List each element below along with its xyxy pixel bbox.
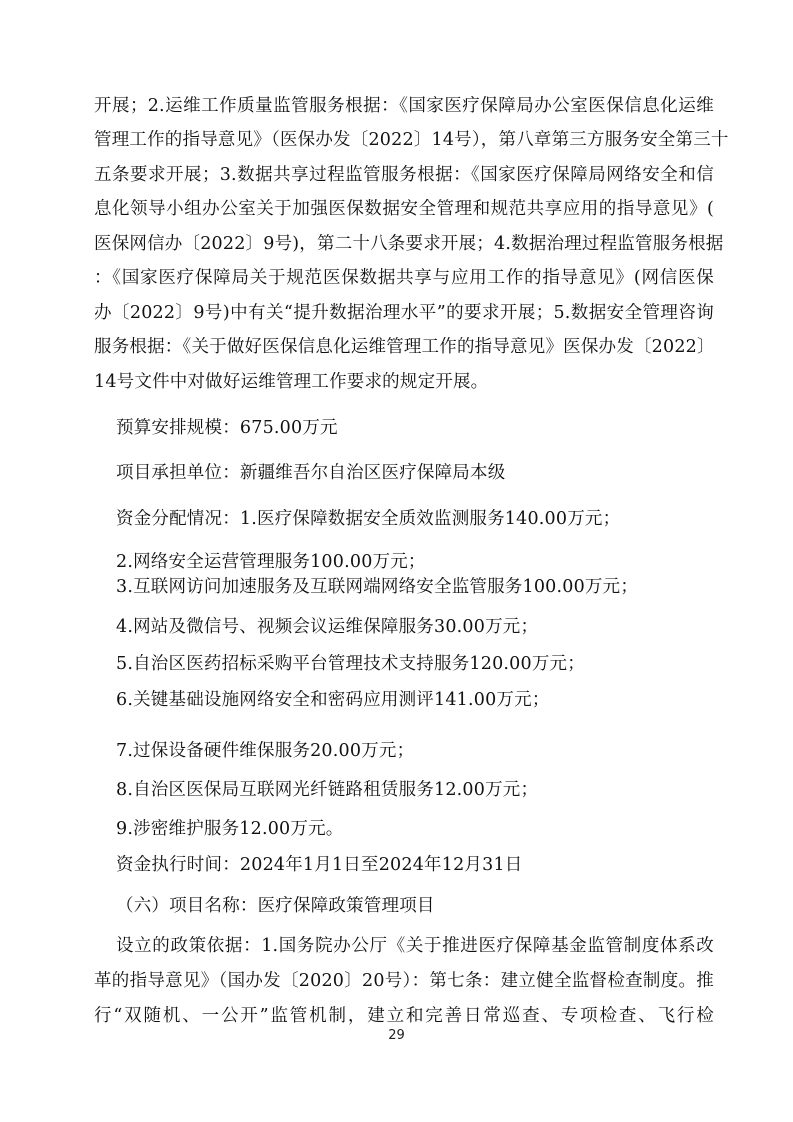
- paragraph-line: ：《国家医疗保障局关于规范医保数据共享与应用工作的指导意见》(网信医保: [94, 268, 714, 288]
- paragraph-line: 14号文件中对做好运维管理工作要求的规定开展。: [94, 372, 489, 392]
- paragraph-line: 管理工作的指导意见》（医保办发〔2022〕14号），第八章第三方服务安全第三十: [94, 130, 729, 150]
- allocation-item: 4.网站及微信号、视频会议运维保障服务30.00万元；: [116, 617, 539, 637]
- paragraph-line: 服务根据：《关于做好医保信息化运维管理工作的指导意见》医保办发〔2022〕: [94, 337, 715, 357]
- allocation-item: 3.互联网访问加速服务及互联网端网络安全监管服务100.00万元；: [116, 577, 639, 597]
- allocation-head: 资金分配情况：1.医疗保障数据安全质效监测服务140.00万元；: [116, 509, 621, 529]
- paragraph-line: 办〔2022〕9号)中有关“提升数据治理水平”的要求开展；5.数据安全管理咨询: [94, 303, 714, 323]
- section-title: （六）项目名称：医疗保障政策管理项目: [116, 896, 435, 916]
- unit-line: 项目承担单位：新疆维吾尔自治区医疗保障局本级: [116, 463, 506, 483]
- allocation-item: 7.过保设备硬件维保服务20.00万元；: [116, 741, 415, 761]
- allocation-item: 8.自治区医保局互联网光纤链路租赁服务12.00万元；: [116, 780, 539, 800]
- page-number: 29: [388, 1028, 405, 1043]
- policy-basis-line: 设立的政策依据：1.国务院办公厅《关于推进医疗保障基金监管制度体系改: [116, 936, 714, 956]
- paragraph-line: 息化领导小组办公室关于加强医保数据安全管理和规范共享应用的指导意见》(: [94, 199, 714, 219]
- paragraph-line: 医保网信办〔2022〕9号)，第二十八条要求开展；4.数据治理过程监管服务根据: [94, 234, 724, 254]
- paragraph-line: 五条要求开展；3.数据共享过程监管服务根据：《国家医疗保障局网络安全和信: [94, 165, 714, 185]
- policy-basis-line: 革的指导意见》（国办发〔2020〕20号）：第七条：建立健全监督检查制度。推: [94, 971, 714, 991]
- allocation-item: 5.自治区医药招标采购平台管理技术支持服务120.00万元；: [116, 654, 585, 674]
- budget-line: 预算安排规模：675.00万元: [116, 418, 338, 438]
- allocation-item: 9.涉密维护服务12.00万元。: [116, 819, 344, 839]
- policy-basis-line: 行“双随机、一公开”监管机制，建立和完善日常巡查、专项检查、飞行检: [94, 1006, 714, 1026]
- paragraph-line: 开展；2.运维工作质量监管服务根据：《国家医疗保障局办公室医保信息化运维: [94, 96, 714, 116]
- allocation-item: 6.关键基础设施网络安全和密码应用测评141.00万元；: [116, 690, 550, 710]
- allocation-item: 2.网络安全运营管理服务100.00万元；: [116, 552, 426, 572]
- exec-time-line: 资金执行时间：2024年1月1日至2024年12月31日: [116, 855, 523, 875]
